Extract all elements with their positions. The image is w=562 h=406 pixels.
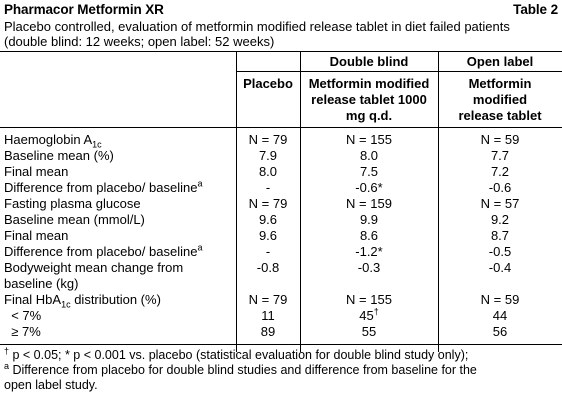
cell-placebo: 8.0 <box>258 164 278 179</box>
cell-open-label: -0.5 <box>488 244 512 259</box>
col-header-metformin-line-3: mg q.d. <box>345 108 393 123</box>
col-header-open-line-1: Metformin <box>468 76 532 91</box>
col-header-metformin-line-1: Metformin modified <box>308 76 430 91</box>
col-header-metformin-line-2: release tablet 1000 <box>311 92 427 107</box>
cell-placebo: N = 79 <box>248 196 288 211</box>
cell-open-label: -0.4 <box>488 260 512 275</box>
cell-open-label: N = 59 <box>480 132 520 147</box>
cell-metformin: 45† <box>359 306 379 323</box>
cell-open-label: 44 <box>492 308 508 323</box>
cell-placebo: 89 <box>260 324 276 339</box>
table-subtitle <box>4 19 558 49</box>
row-label: Baseline mean (mmol/L) <box>4 212 145 227</box>
cell-metformin: 55 <box>361 324 377 339</box>
cell-metformin: N = 155 <box>346 132 392 147</box>
table-header <box>4 2 558 17</box>
row-label: ≥ 7% <box>4 324 41 339</box>
row-label-haemoglobin: Haemoglobin $A_{1c}$ <box>4 132 102 150</box>
cell-placebo: N = 79 <box>248 132 288 147</box>
row-label-bodyweight: Bodyweight mean change from <box>4 260 184 275</box>
group-header-double-blind: Double blind <box>329 54 409 69</box>
row-label: Final mean <box>4 228 69 243</box>
col-header-placebo: Placebo <box>243 76 293 91</box>
cell-metformin: 8.0 <box>359 148 379 163</box>
group-header-rule <box>236 71 562 72</box>
document-title: Pharmacor Metformin XR <box>4 2 164 17</box>
row-label: Difference from placebo/ baseline$^a$ <box>4 178 203 195</box>
footnote-2: $^a$ Difference from placebo for double blind studies and difference from baseline for the <box>4 360 477 377</box>
cell-metformin: 8.6 <box>359 228 379 243</box>
subtitle-line-2: (double blind: 12 weeks; open label: 52 weeks) <box>4 34 275 49</box>
cell-metformin: 7.5 <box>359 164 379 179</box>
cell-metformin: -0.6* <box>355 180 383 195</box>
cell-placebo: 9.6 <box>258 212 278 227</box>
cell-open-label: 8.7 <box>490 228 510 243</box>
cell-open-label: -0.6 <box>488 180 512 195</box>
cell-placebo: N = 79 <box>248 292 288 307</box>
table-number: Table 2 <box>513 2 558 17</box>
cell-metformin: N = 159 <box>346 196 392 211</box>
cell-open-label: 7.2 <box>490 164 510 179</box>
cell-open-label: 7.7 <box>490 148 510 163</box>
footnote-3: open label study. <box>4 378 98 392</box>
cell-metformin: -1.2* <box>355 244 383 259</box>
cell-open-label: N = 57 <box>480 196 520 211</box>
cell-placebo: 9.6 <box>258 228 278 243</box>
cell-open-label: 56 <box>492 324 508 339</box>
bottom-rule <box>0 344 562 345</box>
row-label: Difference from placebo/ baseline$^a$ <box>4 242 203 259</box>
cell-placebo: - <box>265 244 271 259</box>
row-label: Final mean <box>4 164 69 179</box>
top-rule <box>0 51 562 52</box>
cell-placebo: - <box>265 180 271 195</box>
header-bottom-rule <box>0 127 562 128</box>
cell-metformin: -0.3 <box>357 260 381 275</box>
subtitle-line-1: Placebo controlled, evaluation of metformin modified release tablet in diet failed patients <box>4 19 510 34</box>
cell-metformin: N = 155 <box>346 292 392 307</box>
row-label: Baseline mean (%) <box>4 148 114 163</box>
footnote-1: † p < 0.05; * p < 0.001 vs. placebo (statistical evaluation for double blind study only); <box>4 345 469 362</box>
cell-placebo: 7.9 <box>258 148 278 163</box>
group-header-open-label: Open label <box>466 54 534 69</box>
col-header-open-line-2: modified <box>472 92 528 107</box>
row-label-fasting-glucose: Fasting plasma glucose <box>4 196 141 211</box>
row-label: < 7% <box>4 308 42 323</box>
col-header-open-line-3: release tablet <box>458 108 542 123</box>
row-label-bodyweight-cont: baseline (kg) <box>4 276 79 291</box>
cell-placebo: 11 <box>261 308 275 323</box>
cell-open-label: 9.2 <box>490 212 510 227</box>
cell-metformin: 9.9 <box>359 212 379 227</box>
row-label-hba1c-distribution: Final HbA$_{1c}$ distribution (%) <box>4 292 161 310</box>
cell-open-label: N = 59 <box>480 292 520 307</box>
cell-placebo: -0.8 <box>256 260 280 275</box>
